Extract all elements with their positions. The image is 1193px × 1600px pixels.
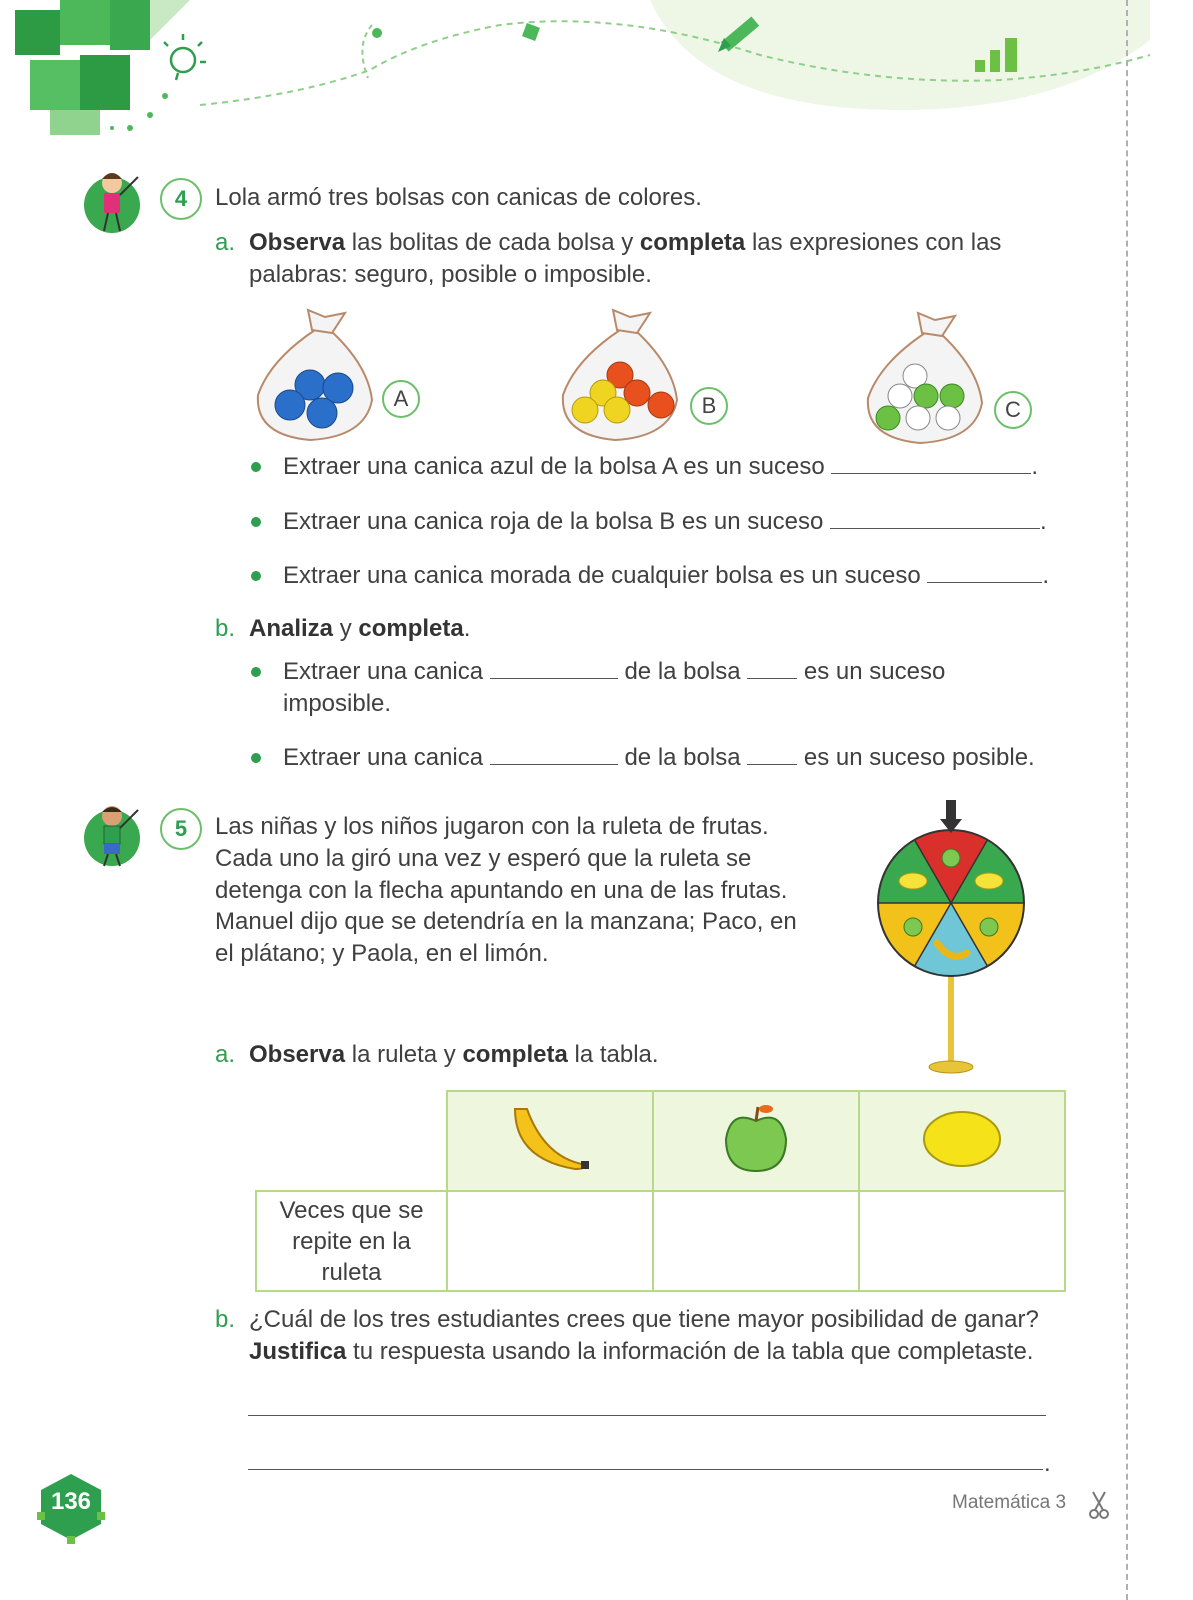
- answer-blank[interactable]: [830, 506, 1040, 529]
- cubes-icon: [15, 0, 190, 135]
- bag-blank[interactable]: [747, 742, 797, 765]
- exercise5-line4: Manuel dijo que se detendría en la manzana; Paco, en: [215, 908, 797, 935]
- bullet-b2-part2: de la bolsa: [624, 744, 741, 771]
- observa-word: Observa: [249, 1041, 346, 1068]
- completa-word: completa: [639, 229, 746, 256]
- ex5-part-a-instruction: [249, 1039, 659, 1071]
- banana-icon: [505, 1099, 595, 1179]
- period: .: [463, 615, 471, 642]
- bullet-b2: [283, 742, 1035, 774]
- exercise-number-4: 4: [160, 178, 202, 220]
- bullet-a3: [283, 560, 1049, 592]
- cut-line: [1126, 0, 1128, 1600]
- boy-avatar: [82, 798, 148, 870]
- bullet-b1-part1: Extraer una canica: [283, 658, 484, 685]
- observa-word: Observa: [249, 229, 346, 256]
- period: .: [1031, 453, 1039, 480]
- lightbulb-icon: [164, 34, 206, 80]
- instruction-mid: la ruleta y: [345, 1041, 463, 1068]
- table-empty-corner: [256, 1091, 447, 1191]
- row-header-line2: repite en la: [292, 1227, 411, 1255]
- instruction-end: las expresiones con las: [745, 229, 1002, 256]
- fruit-roulette-image: [872, 795, 1032, 1080]
- bullet-a1: [283, 451, 1038, 483]
- color-blank[interactable]: [490, 742, 618, 765]
- ex5-part-b-question: ¿Cuál de los tres estudiantes crees que tiene mayor posibilidad de ganar?: [249, 1306, 1039, 1333]
- bag-c-image: [860, 308, 995, 448]
- analiza-word: Analiza: [249, 615, 334, 642]
- table-head-apple: [653, 1091, 859, 1191]
- answer-blank[interactable]: [927, 560, 1042, 583]
- exercise5-line5: el plátano; y Paola, en el limón.: [215, 940, 549, 967]
- apple-icon: [716, 1099, 796, 1179]
- ex5-part-b-letter: b.: [215, 1306, 236, 1333]
- row-header-cell: [256, 1191, 447, 1291]
- color-blank[interactable]: [490, 656, 618, 679]
- row-header-line3: ruleta: [321, 1258, 382, 1286]
- part-a-instruction-line1: [249, 227, 1001, 259]
- part-b-instruction: [249, 613, 470, 645]
- bullet-b1-line2: imposible.: [283, 690, 392, 717]
- bullet-b2-part3: es un suceso posible.: [803, 744, 1035, 771]
- bullet-dot: [251, 753, 261, 763]
- bullet-dot: [251, 462, 261, 472]
- justifica-word: Justifica: [249, 1338, 347, 1365]
- banana-count-cell[interactable]: [447, 1191, 653, 1291]
- part-a-letter: a.: [215, 229, 236, 256]
- bag-b-label: B: [690, 387, 728, 425]
- bag-a-label: A: [382, 380, 420, 418]
- fruit-count-table: [255, 1090, 1066, 1292]
- part-b-letter: b.: [215, 615, 236, 642]
- table-header-row: [256, 1091, 1065, 1191]
- lemon-icon: [917, 1104, 1007, 1174]
- bullet-a3-text: Extraer una canica morada de cualquier bolsa es un suceso: [283, 562, 921, 589]
- completa-word: completa: [462, 1041, 568, 1068]
- ex5-part-b-line2: [249, 1336, 1033, 1368]
- scissors-icon: [1088, 1490, 1110, 1520]
- period: .: [1042, 562, 1050, 589]
- answer-end-period: .: [1044, 1450, 1051, 1477]
- girl-avatar: [82, 165, 148, 237]
- bullet-a1-text: Extraer una canica azul de la bolsa A es un suceso: [283, 453, 825, 480]
- bullet-dot: [251, 517, 261, 527]
- header-decoration: [0, 0, 1193, 150]
- instruction-end: la tabla.: [567, 1041, 659, 1068]
- bullet-b1-part2: de la bolsa: [624, 658, 741, 685]
- exercise5-line2: Cada uno la giró una vez y esperó que la ruleta se: [215, 845, 752, 872]
- bag-blank[interactable]: [747, 656, 797, 679]
- table-head-banana: [447, 1091, 653, 1191]
- exercise-number-5: 5: [160, 808, 202, 850]
- bullet-b2-part1: Extraer una canica: [283, 744, 484, 771]
- bullet-a2-text: Extraer una canica roja de la bolsa B es un suceso: [283, 508, 824, 535]
- justifica-rest: tu respuesta usando la información de la tabla que completaste.: [346, 1338, 1034, 1365]
- ex5-part-a-letter: a.: [215, 1041, 236, 1068]
- row-header-line1: Veces que se: [279, 1196, 424, 1224]
- part-a-instruction-line2: palabras: seguro, posible o imposible.: [249, 261, 652, 288]
- period: .: [1040, 508, 1047, 535]
- table-row: [256, 1191, 1065, 1291]
- bullet-b1-part3: es un suceso: [803, 658, 946, 685]
- bullet-a2: [283, 506, 1047, 538]
- bullet-dot: [251, 571, 261, 581]
- bag-a-image: [250, 305, 385, 445]
- table-head-lemon: [859, 1091, 1065, 1191]
- answer-line-1[interactable]: [248, 1415, 1046, 1416]
- instruction-mid: y: [333, 615, 359, 642]
- bag-c-label: C: [994, 391, 1032, 429]
- completa-word: completa: [358, 615, 464, 642]
- exercise5-line3: detenga con la flecha apuntando en una de las frutas.: [215, 877, 788, 904]
- apple-count-cell[interactable]: [653, 1191, 859, 1291]
- exercise5-line1: Las niñas y los niños jugaron con la ruleta de frutas.: [215, 813, 769, 840]
- answer-line-2[interactable]: [248, 1469, 1043, 1470]
- answer-blank[interactable]: [831, 451, 1031, 474]
- bullet-b1: [283, 656, 945, 688]
- bullet-dot: [251, 667, 261, 677]
- lemon-count-cell[interactable]: [859, 1191, 1065, 1291]
- exercise4-intro: Lola armó tres bolsas con canicas de colores.: [215, 184, 702, 211]
- bag-b-image: [555, 305, 690, 445]
- page-number: 136: [50, 1488, 92, 1515]
- book-title: Matemática 3: [952, 1492, 1067, 1513]
- instruction-mid: las bolitas de cada bolsa y: [345, 229, 640, 256]
